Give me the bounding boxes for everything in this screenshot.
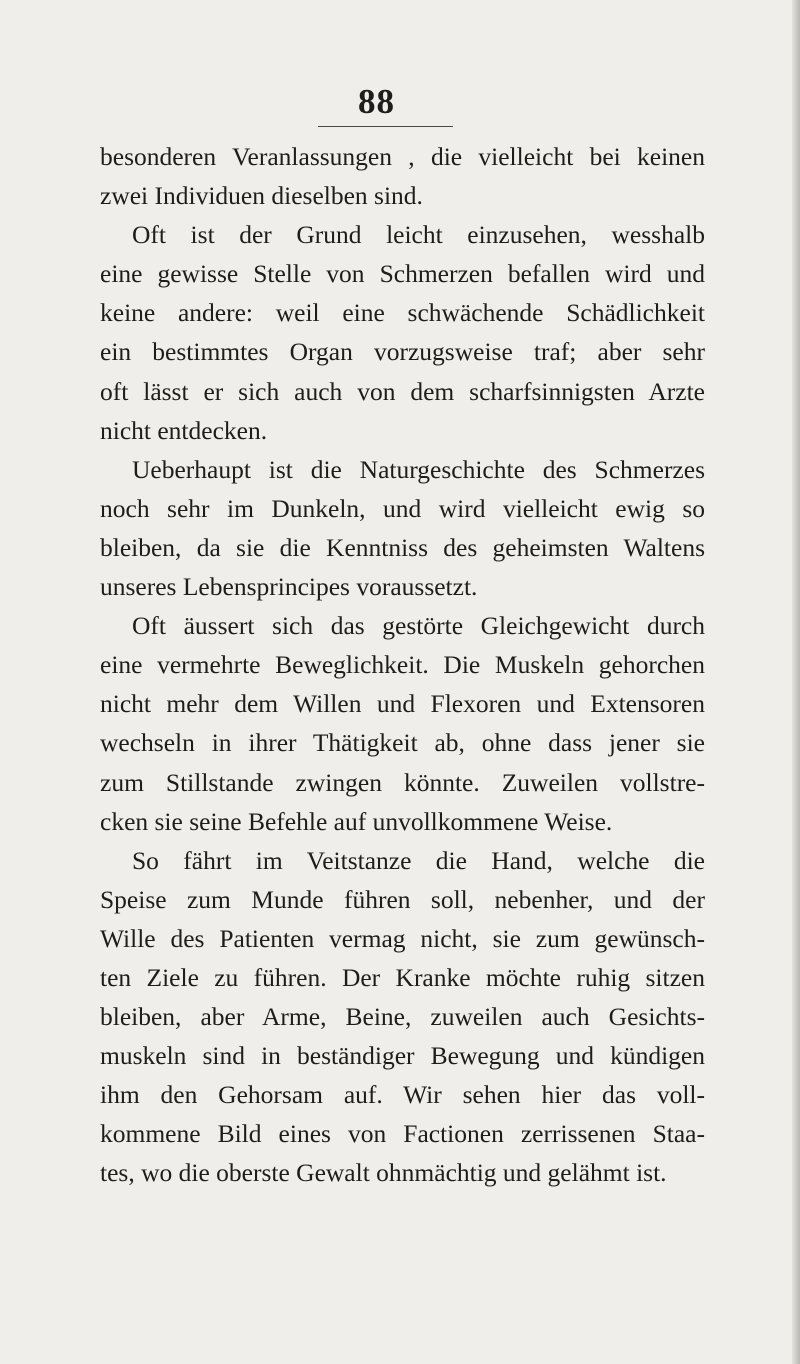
paragraph xyxy=(100,450,705,606)
text-line: Speise zum Munde führen soll, nebenher, und der xyxy=(100,884,705,914)
text-line: nicht entdecken. xyxy=(100,415,268,445)
page-number: 88 xyxy=(358,82,395,121)
body-text xyxy=(100,137,705,1193)
text-line: unseres Lebensprincipes voraussetzt. xyxy=(100,572,478,602)
text-line: ein bestimmtes Organ vorzugsweise traf; aber sehr xyxy=(100,337,705,367)
text-line: eine gewisse Stelle von Schmerzen befallen wird und xyxy=(100,259,705,289)
text-line: Ueberhaupt ist die Naturgeschichte des Schmerzes xyxy=(132,454,705,484)
text-line: nicht mehr dem Willen und Flexoren und Extensoren xyxy=(100,689,705,719)
text-line: tes, wo die oberste Gewalt ohnmächtig und gelähmt ist. xyxy=(100,1158,667,1188)
text-line: muskeln sind in beständiger Bewegung und kündigen xyxy=(100,1041,705,1071)
text-line: Oft ist der Grund leicht einzusehen, wesshalb xyxy=(132,220,705,250)
text-line: So fährt im Veitstanze die Hand, welche die xyxy=(132,845,705,875)
text-line: besonderen Veranlassungen , die vielleicht bei keinen xyxy=(100,142,705,171)
paragraph xyxy=(100,841,705,1193)
text-line: Wille des Patienten vermag nicht, sie zum gewünsch- xyxy=(100,923,705,953)
text-line: keine andere: weil eine schwächende Schädlichkeit xyxy=(100,298,705,328)
text-line: zum Stillstande zwingen könnte. Zuweilen vollstre- xyxy=(100,767,705,797)
text-line: kommene Bild eines von Factionen zerrissenen Staa- xyxy=(100,1119,705,1149)
paragraph xyxy=(100,137,705,215)
text-line: oft lässt er sich auch von dem scharfsinnigsten Arzte xyxy=(100,376,705,406)
text-line: wechseln in ihrer Thätigkeit ab, ohne dass jener sie xyxy=(100,728,705,758)
paragraph xyxy=(100,215,705,450)
text-line: ten Ziele zu führen. Der Kranke möchte ruhig sitzen xyxy=(100,962,705,992)
text-line: bleiben, da sie die Kenntniss des geheimsten Waltens xyxy=(100,532,705,562)
text-line: ihm den Gehorsam auf. Wir sehen hier das voll- xyxy=(100,1080,705,1110)
text-line: zwei Individuen dieselben sind. xyxy=(100,181,423,211)
paragraph xyxy=(100,606,705,841)
text-line: eine vermehrte Beweglichkeit. Die Muskeln gehorchen xyxy=(100,650,705,680)
header-rule xyxy=(318,126,453,127)
page-edge-shadow xyxy=(792,0,800,1364)
text-line: bleiben, aber Arme, Beine, zuweilen auch Gesichts- xyxy=(100,1002,705,1032)
text-line: Oft äussert sich das gestörte Gleichgewicht durch xyxy=(132,611,705,641)
text-line: cken sie seine Befehle auf unvollkommene Weise. xyxy=(100,806,613,836)
text-line: noch sehr im Dunkeln, und wird vielleicht ewig so xyxy=(100,493,705,523)
